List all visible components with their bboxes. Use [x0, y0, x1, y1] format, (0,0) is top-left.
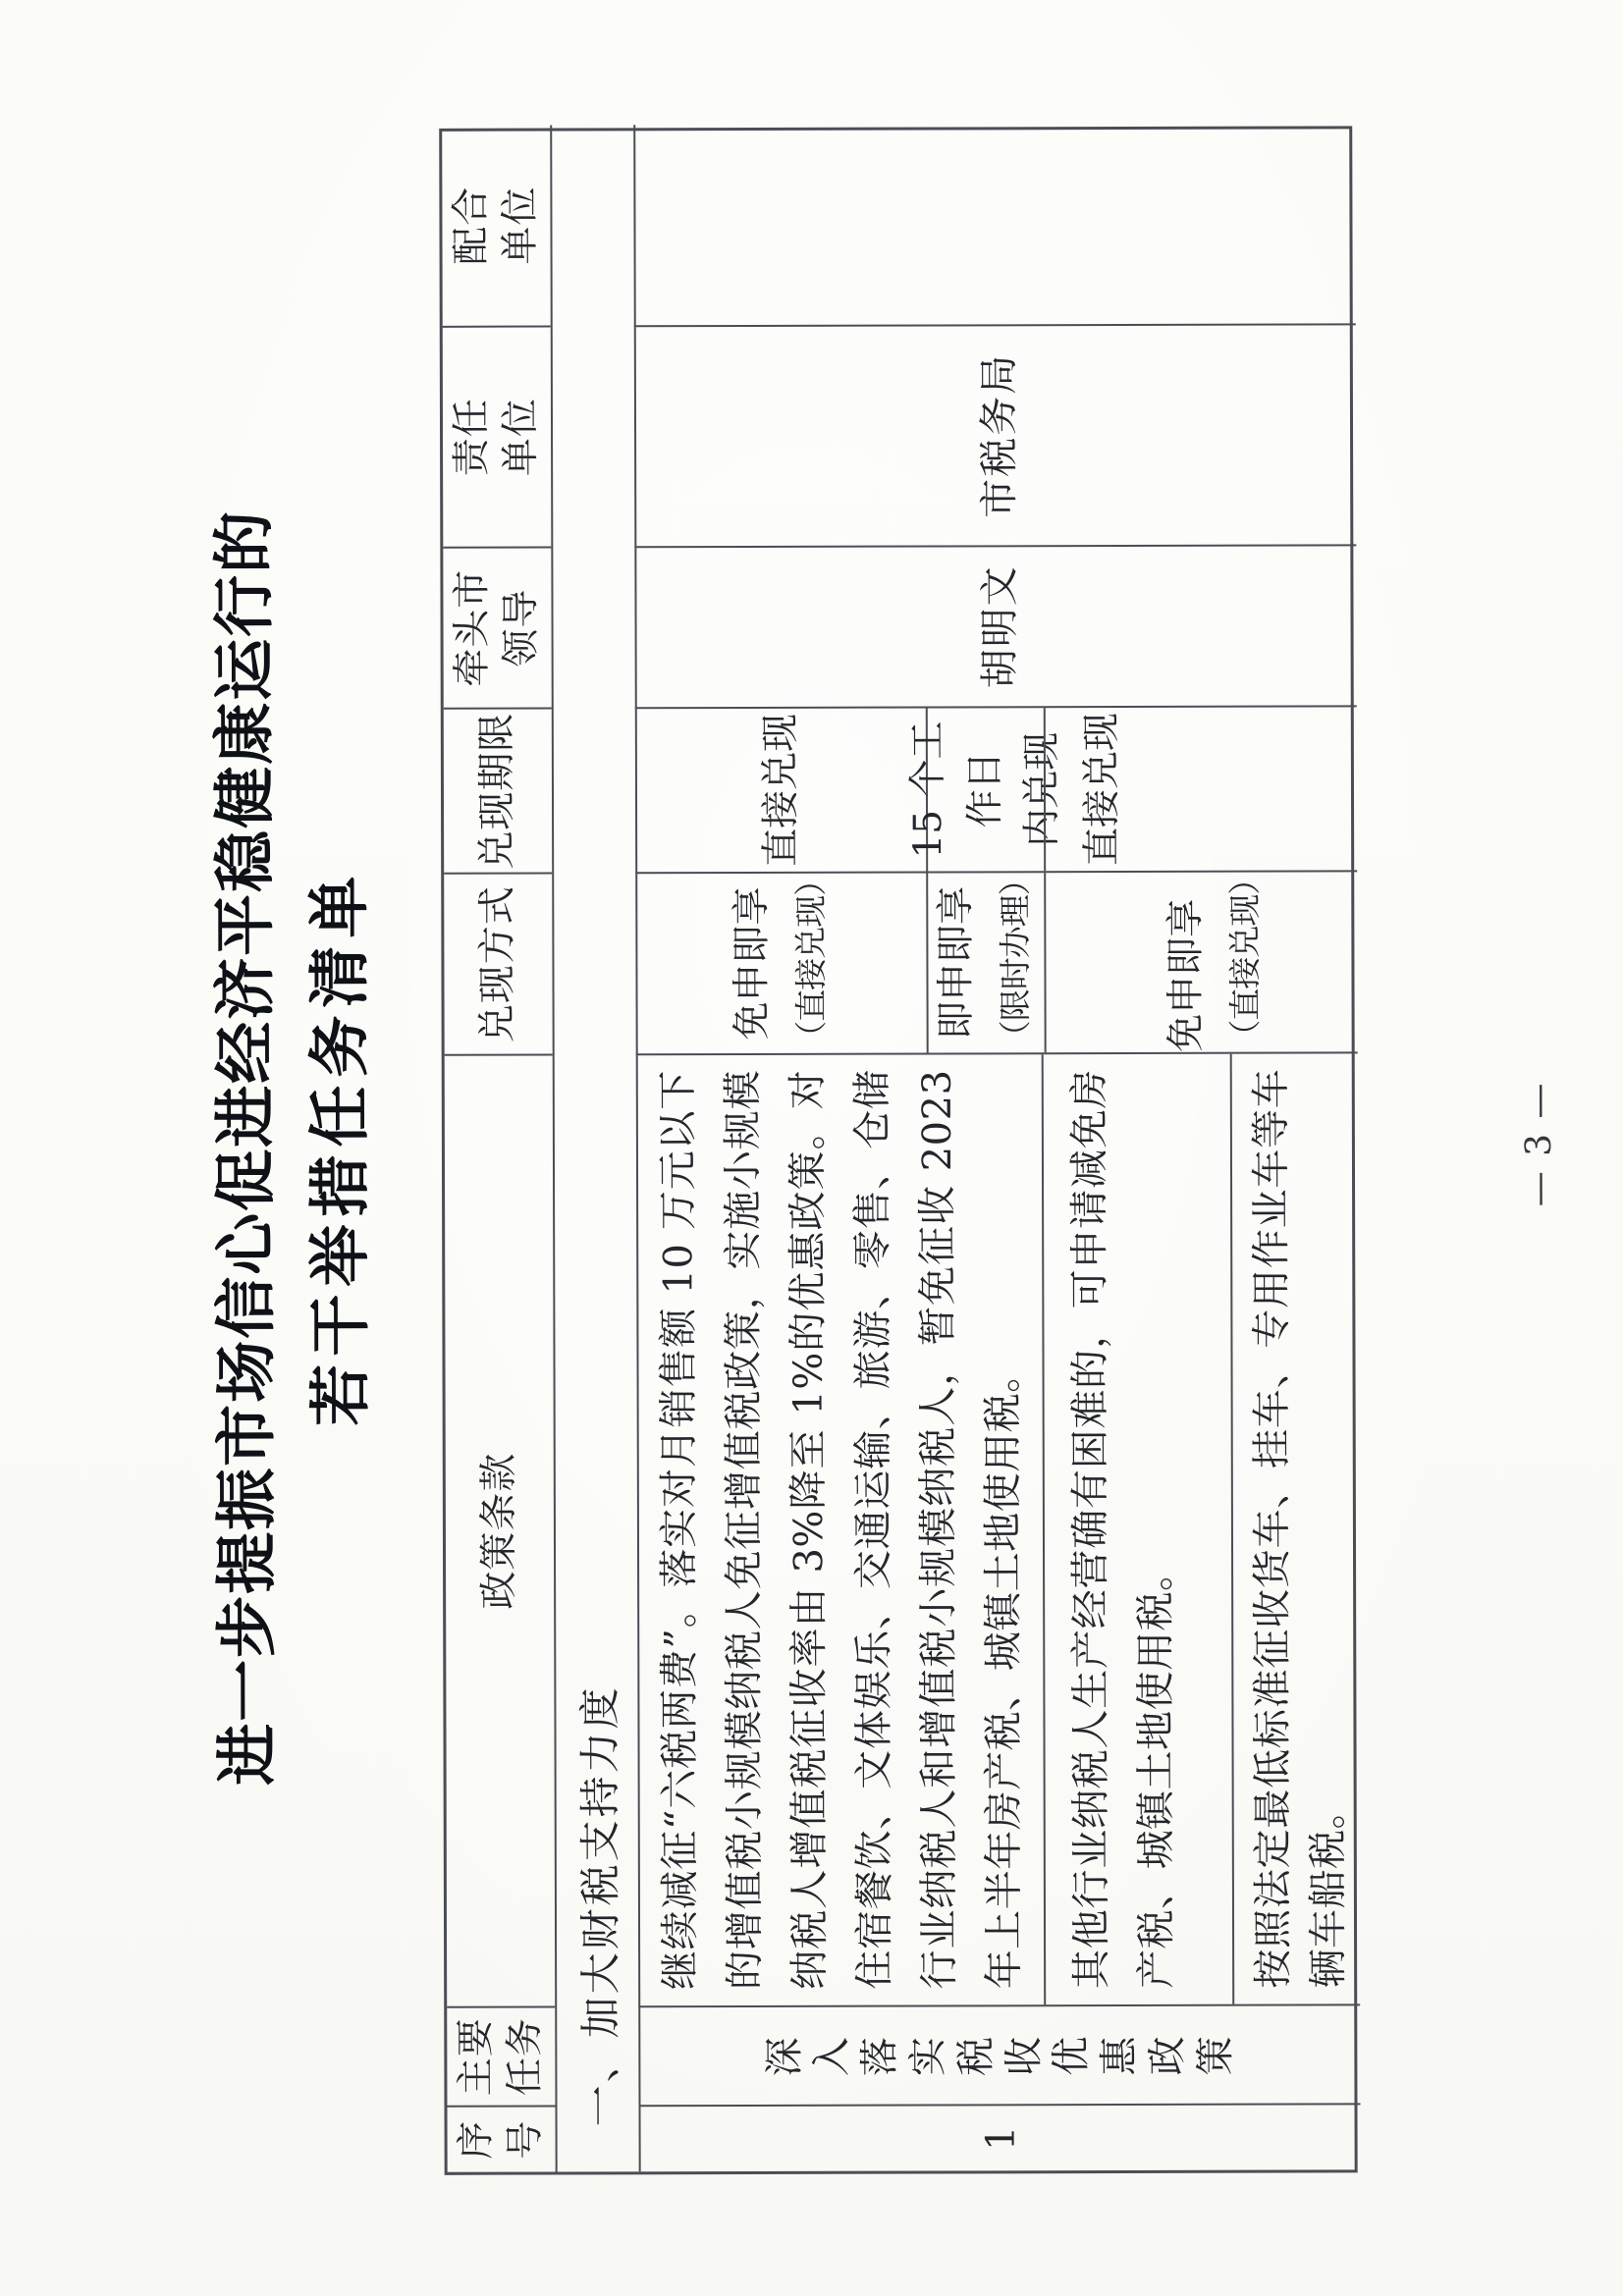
method-1-mode: （直接兑现） [791, 864, 831, 1053]
document-title-line1: 进一步提振市场信心促进经济平稳健康运行的 [207, 508, 284, 1786]
policy-clause-2: 其他行业纳税人生产经营确有困难的，可申请减免房产税、城镇土地使用税。 [1042, 1054, 1233, 2005]
method-2-type: 即申即享 [934, 885, 979, 1041]
deadline-cell [635, 707, 1357, 874]
method-1 [637, 864, 926, 1054]
document-title [196, 0, 391, 2295]
header-cell-main-task: 主要 任务 [447, 2008, 555, 2108]
header-cell-cooperating: 配合 单位 [442, 126, 551, 328]
header-cell-deadline: 兑现期限 [444, 710, 552, 875]
cooperating-unit-cell [633, 123, 1356, 327]
method-3 [1044, 863, 1357, 1052]
header-cell-responsible: 责任 单位 [443, 328, 552, 549]
document-title-line2: 若干举措任务清单 [301, 868, 377, 1426]
responsible-unit-cell: 市税务局 [634, 325, 1357, 548]
main-task-cell: 深入落实税收优惠政策 [638, 2005, 1360, 2107]
deadline-2: 15 个工作日 内兑现 [926, 708, 1044, 871]
policy-clauses-cell [636, 1053, 1361, 2007]
method-3-type: 免申即享 [1163, 898, 1210, 1052]
row-index-cell: 1 [638, 2105, 1360, 2171]
method-2 [926, 864, 1044, 1053]
method-3-mode: （直接兑现） [1225, 863, 1266, 1052]
deadline-1: 直接兑现 [758, 713, 804, 867]
method-2-mode: （限时办理） [996, 864, 1035, 1053]
policy-clause-3: 按照法定最低标准征收货车、挂车、专用作业车等车辆车船税。 [1230, 1053, 1360, 2003]
page-number: — 3 — [1518, 1081, 1560, 1207]
header-cell-method: 兑现方式 [444, 875, 552, 1056]
task-list-table [439, 126, 1357, 2174]
header-cell-index: 序 号 [454, 2119, 548, 2160]
policy-clause-1: 继续减征“六税两费”。落实对月销售额 10 万元以下的增值税小规模纳税人免征增值税政策，实施小规模纳税人增值税征收率由 3%降至 1%的优惠政策。对住宿餐饮、文体娱乐、交通运输、旅游、零售、仓储行业纳税人和增值税小规模纳税人，暂免征收 2023 年上半年房产税、城镇土地使用税。 [655, 1069, 1028, 1991]
section-row-title: 一、加大财税支持力度 [550, 125, 638, 2171]
leader-cell: 胡明文 [634, 546, 1356, 709]
deadline-3: 直接兑现 [1044, 707, 1357, 871]
header-cell-leader: 牵头市 领导 [443, 549, 551, 710]
header-cell-policy: 政策条款 [445, 1056, 556, 2008]
method-cell [635, 863, 1357, 1055]
method-1-type: 免申即享 [730, 886, 775, 1041]
